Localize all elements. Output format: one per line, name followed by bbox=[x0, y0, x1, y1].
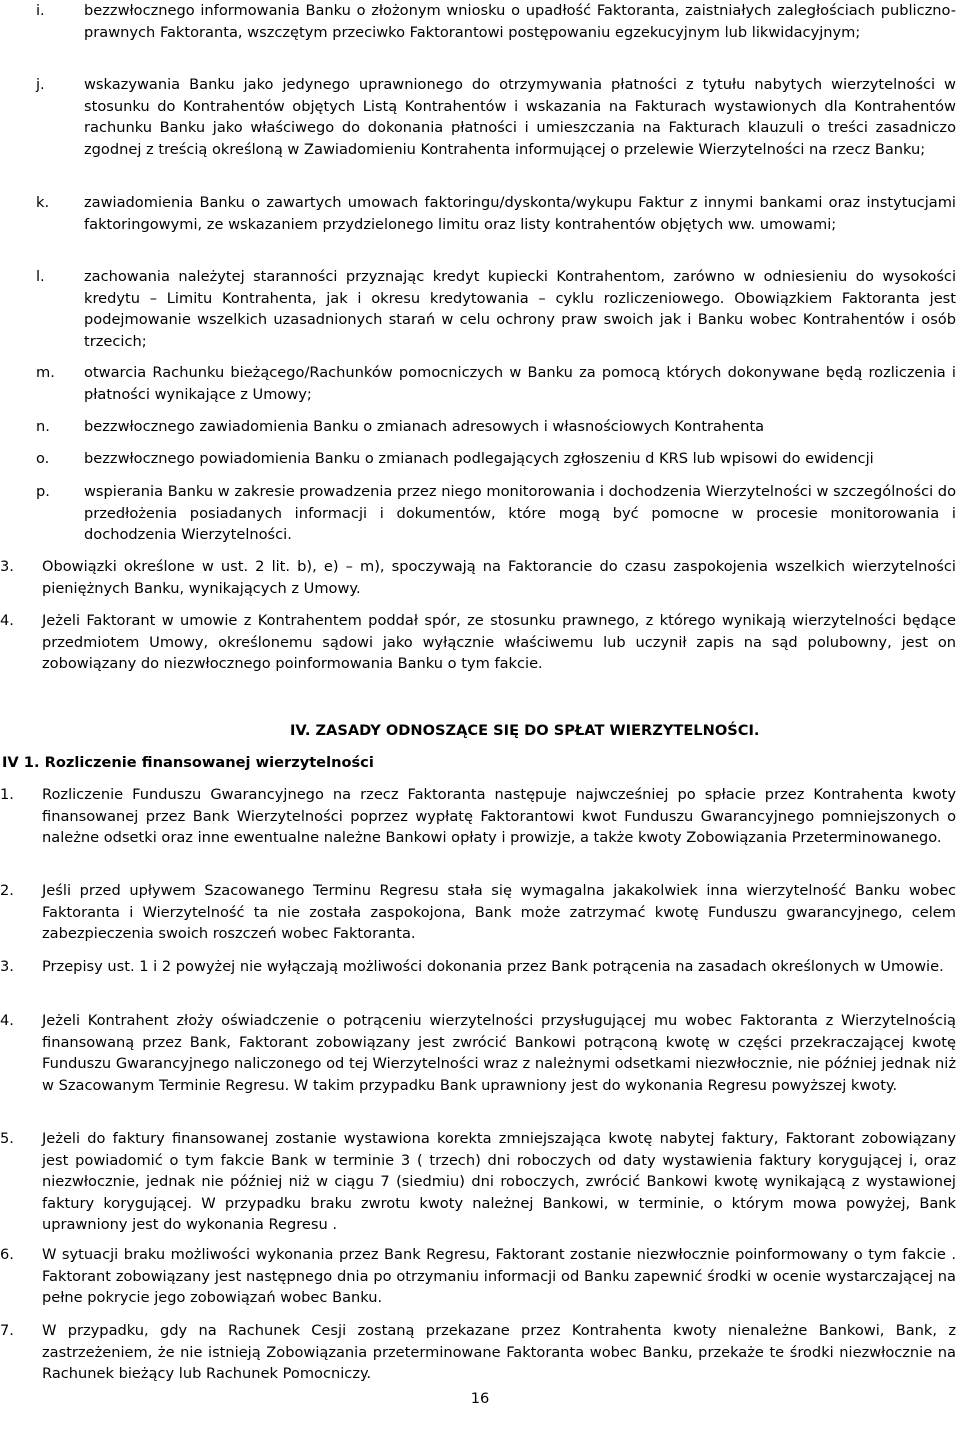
list-item-j bbox=[36, 74, 956, 160]
list-item-text: Przepisy ust. 1 i 2 powyżej nie wyłączają możliwości dokonania przez Bank potrącenia na zasadach określonych w Umowie. bbox=[42, 958, 944, 975]
list-item-label: 3. bbox=[0, 958, 14, 975]
list-item-text: W przypadku, gdy na Rachunek Cesji zostaną przekazane przez Kontrahenta kwoty nienależne Bankowi, Bank, z zastrzeżeniem, że nie istnieją Zobowiązania przeterminowane Faktoranta wobec Banku, przekaże te środki niezwłocznie na Rachunek bieżący lub Rachunek Pomocniczy. bbox=[42, 1322, 956, 1382]
list-item-text: wskazywania Banku jako jedynego uprawnionego do otrzymywania płatności z tytułu nabytych wierzytelności w stosunku do Kontrahentów objętych Listą Kontrahentów i wskazania na Fakturach wystawionych dla Kontrahentów rachunku Banku jako właściwego do dokonania płatności i umieszczania na Fakturach klauzuli o treści zasadniczo zgodnej z treścią określoną w Zawiadomieniu Kontrahenta informującej o przelewie Wierzytelności na rzecz Banku; bbox=[84, 76, 956, 158]
list-item-label: 1. bbox=[0, 786, 14, 803]
list-item-4 bbox=[0, 610, 956, 675]
list-item-l bbox=[36, 266, 956, 352]
list-item-text: bezzwłocznego informowania Banku o złożonym wniosku o upadłość Faktoranta, zaistniałych zaległościach publiczno-prawnych Faktoranta, wszczętym przeciwko Faktorantowi postępowaniu egzekucyjnym lub likwidacyjnym; bbox=[84, 2, 956, 41]
list-item-label: k. bbox=[36, 194, 50, 211]
list-item-n bbox=[36, 416, 956, 438]
list-item-text: Jeśli przed upływem Szacowanego Terminu Regresu stała się wymagalna jakakolwiek inna wierzytelność Banku wobec Faktoranta i Wierzytelność ta nie została zaspokojona, Bank może zatrzymać kwotę Funduszu gwarancyjnego, celem zabezpieczenia swoich roszczeń wobec Faktoranta. bbox=[42, 882, 956, 942]
list-item-p bbox=[36, 481, 956, 546]
list-item-text: W sytuacji braku możliwości wykonania przez Bank Regresu, Faktorant zostanie niezwłocznie poinformowany o tym fakcie . Faktorant zobowiązany jest następnego dnia po otrzymaniu informacji od Banku zapewnić środki w ocenie wystarczającej na pełne pokrycie jego zobowiązań wobec Banku. bbox=[42, 1246, 956, 1306]
list-item-text: zawiadomienia Banku o zawartych umowach faktoringu/dyskonta/wykupu Faktur z innymi bankami oraz instytucjami faktoringowymi, ze wskazaniem przydzielonego limitu oraz listy kontrahentów objętych ww. umowami; bbox=[84, 194, 956, 233]
list-item-label: m. bbox=[36, 364, 55, 381]
list-item-label: 7. bbox=[0, 1322, 14, 1339]
page-number: 16 bbox=[470, 1390, 490, 1407]
section-item-2 bbox=[0, 880, 956, 945]
list-item-label: 3. bbox=[0, 558, 14, 575]
list-item-label: i. bbox=[36, 2, 45, 19]
section-item-4 bbox=[0, 1010, 956, 1096]
list-item-k bbox=[36, 192, 956, 235]
list-item-o bbox=[36, 448, 956, 470]
list-item-label: l. bbox=[36, 268, 45, 285]
list-item-text: Jeżeli do faktury finansowanej zostanie wystawiona korekta zmniejszająca kwotę nabytej faktury, Faktorant zobowiązany jest powiadomić o tym fakcie Bank w terminie 3 ( trzech) dni roboczych od daty wystawienia faktury korygującej i, oraz niezwłocznie, jednak nie później niż w ciągu 7 (siedmiu) dni roboczych, zwrócić Bankowi kwotę wynikającą z wystawionej faktury korygującej. W przypadku braku zwrotu kwoty należnej Bankowi, w terminie, o którym mowa powyżej, Bank uprawniony jest do wykonania Regresu . bbox=[42, 1130, 956, 1233]
list-item-text: Jeżeli Kontrahent złoży oświadczenie o potrąceniu wierzytelności przysługującej mu wobec Faktoranta z Wierzytelnością finansowaną przez Bank, Faktorant zobowiązany jest zwrócić Bankowi potrąconą kwotę w części przekraczającej kwotę Funduszu Gwarancyjnego naliczonego od tej Wierzytelności wraz z należnymi odsetkami niezwłocznie, nie później jednak niż w Szacowanym Terminie Regresu. W takim przypadku Bank uprawniony jest do wykonania Regresu powyższej kwoty. bbox=[42, 1012, 956, 1094]
section-heading: IV. ZASADY ODNOSZĄCE SIĘ DO SPŁAT WIERZYTELNOŚCI. bbox=[290, 722, 760, 739]
list-item-label: n. bbox=[36, 418, 50, 435]
list-item-i bbox=[36, 0, 956, 43]
section-item-6 bbox=[0, 1244, 956, 1309]
list-item-m bbox=[36, 362, 956, 405]
list-item-label: 2. bbox=[0, 882, 14, 899]
list-item-label: p. bbox=[36, 483, 50, 500]
list-item-text: Obowiązki określone w ust. 2 lit. b), e) – m), spoczywają na Faktorancie do czasu zaspokojenia wszelkich wierzytelności pieniężnych Banku, wynikających z Umowy. bbox=[42, 558, 956, 597]
section-item-5 bbox=[0, 1128, 956, 1236]
list-item-text: Rozliczenie Funduszu Gwarancyjnego na rzecz Faktoranta następuje najwcześniej po spłacie przez Kontrahenta kwoty finansowanej przez Bank Wierzytelności poprzez wypłatę Faktorantowi kwot Funduszu Gwarancyjnego pomniejszonych o należne odsetki oraz inne ewentualne należne Bankowi opłaty i prowizje, a także kwoty Zobowiązania Przeterminowanego. bbox=[42, 786, 956, 846]
list-item-text: zachowania należytej staranności przyznając kredyt kupiecki Kontrahentom, zarówno w odniesieniu do wysokości kredytu – Limitu Kontrahenta, jak i okresu kredytowania – cyklu rozliczeniowego. Obowiązkiem Faktoranta jest podejmowanie wszelkich uzasadnionych starań w celu ochrony praw swoich jak i Banku wobec Kontrahentów i osób trzecich; bbox=[84, 268, 956, 350]
subsection-heading: IV 1. Rozliczenie finansowanej wierzytelności bbox=[2, 754, 374, 771]
list-item-text: wspierania Banku w zakresie prowadzenia przez niego monitorowania i dochodzenia Wierzytelności w szczególności do przedłożenia posiadanych informacji i dokumentów, które mogą być pomocne w procesie monitorowania i dochodzenia Wierzytelności. bbox=[84, 483, 956, 543]
list-item-text: Jeżeli Faktorant w umowie z Kontrahentem poddał spór, ze stosunku prawnego, z którego wynikają wierzytelności będące przedmiotem Umowy, określonemu sądowi jako wyłącznie właściwemu lub uczynił zapis na sąd polubowny, jest on zobowiązany do niezwłocznego poinformowania Banku o tym fakcie. bbox=[42, 612, 956, 672]
list-item-label: o. bbox=[36, 450, 50, 467]
list-item-label: j. bbox=[36, 76, 45, 93]
list-item-label: 5. bbox=[0, 1130, 14, 1147]
list-item-label: 4. bbox=[0, 1012, 14, 1029]
section-item-3 bbox=[0, 956, 956, 978]
list-item-label: 6. bbox=[0, 1246, 14, 1263]
list-item-label: 4. bbox=[0, 612, 14, 629]
list-item-3 bbox=[0, 556, 956, 599]
list-item-text: bezzwłocznego powiadomienia Banku o zmianach podlegających zgłoszeniu d KRS lub wpisowi do ewidencji bbox=[84, 450, 874, 467]
list-item-text: otwarcia Rachunku bieżącego/Rachunków pomocniczych w Banku za pomocą których dokonywane będą rozliczenia i płatności wynikające z Umowy; bbox=[84, 364, 956, 403]
section-item-7 bbox=[0, 1320, 956, 1385]
list-item-text: bezzwłocznego zawiadomienia Banku o zmianach adresowych i własnościowych Kontrahenta bbox=[84, 418, 765, 435]
section-item-1 bbox=[0, 784, 956, 849]
